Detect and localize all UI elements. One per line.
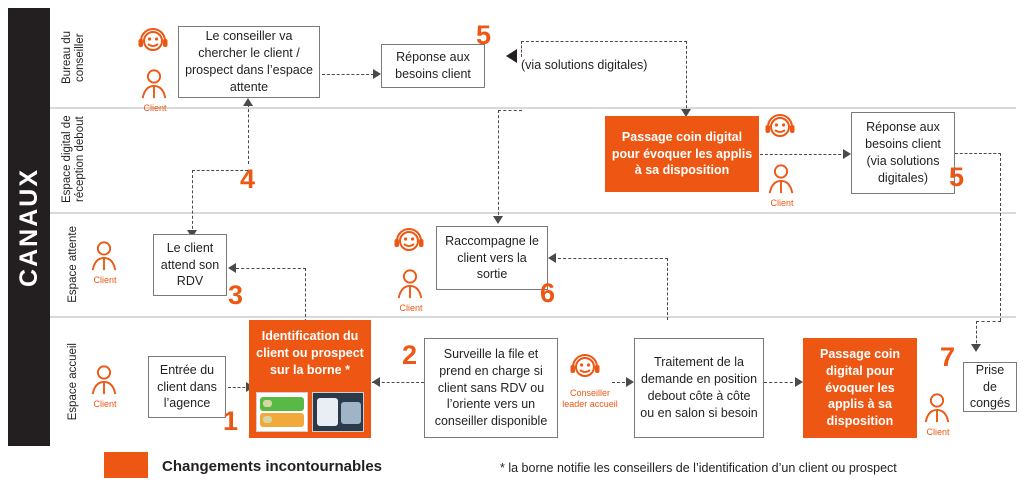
step-number-1: 1 <box>223 406 239 436</box>
lane-label-espace-digital: Espace digital de réception debout <box>60 115 86 204</box>
connector-right-down-vertical <box>1000 153 1001 321</box>
legend-label: Changements incontournables <box>162 458 383 475</box>
advisor-headset-icon-digital <box>763 112 797 158</box>
arrowhead-traitement <box>626 377 634 387</box>
step-number-5-top: 5 <box>476 20 492 50</box>
advisor-headset-icon <box>136 26 170 72</box>
client-person-icon-passage-bas <box>921 392 955 438</box>
connector-to-prise-conges-horizontal <box>976 321 1001 322</box>
client-person-icon-accueil <box>88 364 122 410</box>
step-number-2: 2 <box>402 340 418 370</box>
client-person-icon-digital <box>765 163 799 209</box>
client-person-icon-bureau <box>138 68 172 114</box>
step-number-3: 3 <box>228 280 244 310</box>
connector-top-right-vertical <box>686 41 687 113</box>
client-caption-passage-bas: Client <box>926 427 950 437</box>
arrowhead-borne-left <box>372 377 380 387</box>
arrowhead-client-attend-left <box>228 263 236 273</box>
connector-right-down-horizontal <box>955 153 1001 154</box>
box-surveille-file[interactable]: Surveille la file et prend en charge si client sans RDV ou l’oriente vers un conseiller disponible <box>424 338 558 438</box>
box-entree-client[interactable]: Entrée du client dans l’agence <box>148 356 226 418</box>
arrowhead-raccompagne-down <box>493 216 503 224</box>
step-number-7: 7 <box>940 342 956 372</box>
client-caption-bureau: Client <box>143 103 167 113</box>
advisor-leader-caption: Conseiller leader accueil <box>562 388 618 409</box>
connector-attente-horizontal <box>236 268 306 269</box>
text-via-solutions-digitales: (via solutions digitales) <box>521 58 648 72</box>
box-client-attend-rdv[interactable]: Le client attend son RDV <box>153 234 227 296</box>
box-passage-coin-digital-haut[interactable]: Passage coin digital pour évoquer les applis à sa disposition <box>605 116 759 192</box>
connector-step4-vertical-a <box>248 104 249 164</box>
arrowhead-passage-bas <box>795 377 803 387</box>
kiosk-terminal-image <box>312 392 364 432</box>
connector-top-right-horizontal <box>521 41 687 42</box>
arrowhead-step4-up <box>243 98 253 106</box>
connector-raccompagne-vertical <box>498 110 499 220</box>
arrowhead-reponse-left <box>373 69 381 79</box>
client-person-icon-attente <box>88 240 122 286</box>
arrowhead-raccompagne-left <box>548 253 556 263</box>
client-caption-raccompagne: Client <box>399 303 423 313</box>
legend-footnote: * la borne notifie les conseillers de l’identification d’un client ou prospect <box>500 461 897 475</box>
connector-raccompagne-from-right <box>558 258 668 259</box>
connector-raccompagne-right-vertical <box>667 258 668 320</box>
box-reponse-besoins-client[interactable]: Réponse aux besoins client <box>381 44 485 88</box>
box-identification-borne[interactable]: Identification du client ou prospect sur la borne * <box>249 320 371 438</box>
box-prise-conges[interactable]: Prise de congés <box>963 362 1017 412</box>
connector-passage-to-reponse-digital <box>760 154 846 155</box>
step-number-5-digital: 5 <box>949 162 965 192</box>
box-conseiller-va-chercher[interactable]: Le conseiller va chercher le client / prospect dans l’espace attente <box>178 26 320 98</box>
lane-label-bureau: Bureau du conseiller <box>60 30 86 85</box>
arrowhead-prise-conges <box>971 344 981 352</box>
connector-traitement-to-passage <box>764 382 798 383</box>
advisor-headset-icon-attente <box>392 226 426 272</box>
arrowhead-dark-via-solutions <box>506 49 517 63</box>
lane-divider-1 <box>50 107 1016 109</box>
client-caption-digital: Client <box>770 198 794 208</box>
box-raccompagne[interactable]: Raccompagne le client vers la sortie <box>436 226 548 290</box>
lane-label-espace-attente: Espace attente <box>67 225 80 303</box>
box-passage-coin-digital-bas[interactable]: Passage coin digital pour évoquer les applis à sa disposition <box>803 338 917 438</box>
lane-divider-2 <box>50 212 1016 214</box>
step-number-6: 6 <box>540 278 556 308</box>
lane-divider-3 <box>50 316 1016 318</box>
bank-card-image <box>256 392 308 432</box>
connector-via-solutions-stub <box>521 41 522 57</box>
box-traitement-demande[interactable]: Traitement de la demande en position debout côte à côte ou en salon si besoin <box>634 338 764 438</box>
lane-label-espace-accueil: Espace accueil <box>67 343 80 421</box>
canaux-band <box>8 8 50 446</box>
client-caption-attente: Client <box>93 275 117 285</box>
client-person-icon-raccompagne <box>394 268 428 314</box>
connector-raccompagne-top-horizontal <box>498 110 522 111</box>
connector-conseiller-to-reponse <box>322 74 374 75</box>
step-number-4: 4 <box>240 164 256 194</box>
connector-step4-vertical-b <box>192 170 193 234</box>
arrowhead-reponse-digital <box>843 149 851 159</box>
connector-step4-horizontal <box>192 170 248 171</box>
client-caption-accueil: Client <box>93 399 117 409</box>
connector-attente-vertical <box>305 268 306 322</box>
box-reponse-besoins-client-digital[interactable]: Réponse aux besoins client (via solutions digitales) <box>851 112 955 194</box>
canaux-label: CANAUX <box>14 167 43 287</box>
legend-color-swatch <box>104 452 148 478</box>
